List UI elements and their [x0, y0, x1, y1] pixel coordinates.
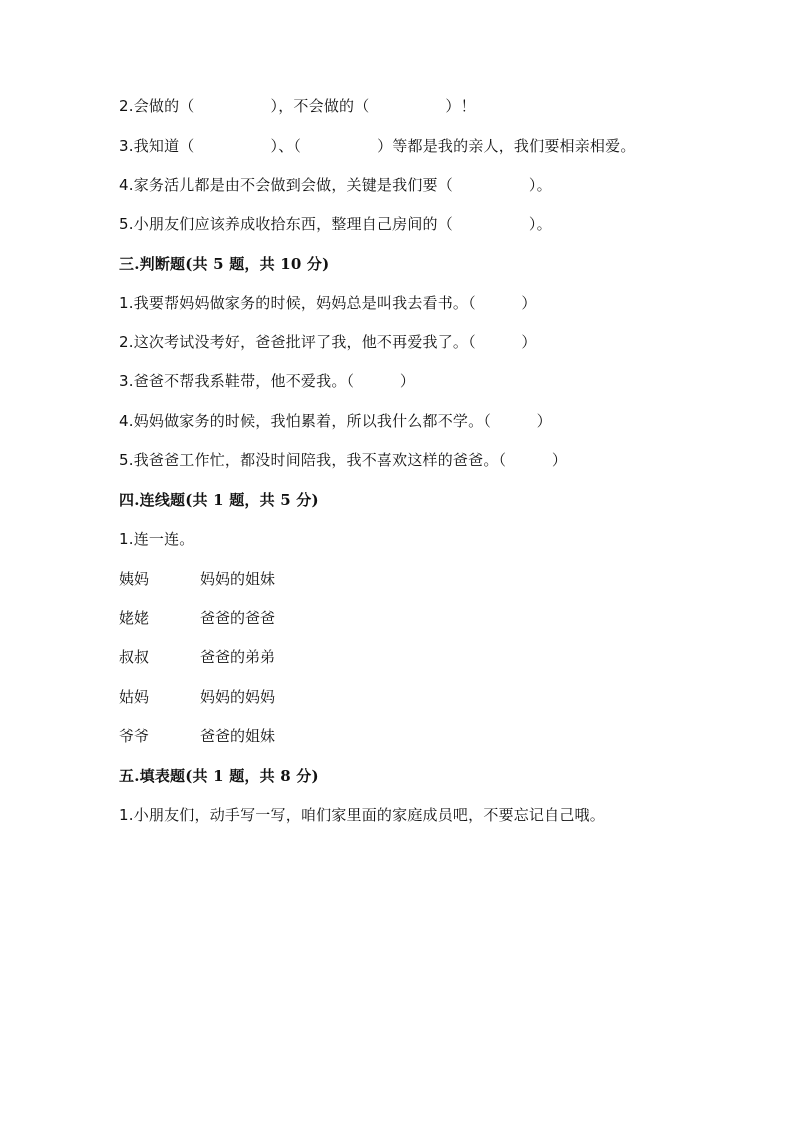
- true-false-question-5: 5.我爸爸工作忙，都没时间陪我，我不喜欢这样的爸爸。（ ）: [119, 451, 568, 469]
- matching-definition: 妈妈的妈妈: [200, 688, 276, 706]
- section-heading-table: 五.填表题(共 1 题，共 8 分): [119, 767, 319, 785]
- section-heading-matching: 四.连线题(共 1 题，共 5 分): [119, 491, 319, 509]
- matching-term: 姨妈: [119, 570, 150, 588]
- table-question-1: 1.小朋友们，动手写一写，咱们家里面的家庭成员吧，不要忘记自己哦。: [119, 806, 605, 824]
- matching-definition: 爸爸的姐妹: [200, 727, 276, 745]
- fill-blank-question-5: 5.小朋友们应该养成收拾东西，整理自己房间的（ ）。: [119, 215, 552, 233]
- true-false-question-4: 4.妈妈做家务的时候，我怕累着，所以我什么都不学。（ ）: [119, 412, 552, 430]
- true-false-question-1: 1.我要帮妈妈做家务的时候，妈妈总是叫我去看书。（ ）: [119, 294, 537, 312]
- true-false-question-3: 3.爸爸不帮我系鞋带，他不爱我。（ ）: [119, 372, 416, 390]
- matching-definition: 爸爸的弟弟: [200, 648, 276, 666]
- matching-term: 姑妈: [119, 688, 150, 706]
- fill-blank-question-3: 3.我知道（ ）、（ ）等都是我的亲人，我们要相亲相爱。: [119, 137, 636, 155]
- fill-blank-question-4: 4.家务活儿都是由不会做到会做，关键是我们要（ ）。: [119, 176, 552, 194]
- matching-definition: 爸爸的爸爸: [200, 609, 276, 627]
- matching-term: 爷爷: [119, 727, 150, 745]
- matching-question-1: 1.连一连。: [119, 530, 195, 548]
- fill-blank-question-2: 2.会做的（ ），不会做的（ ）！: [119, 97, 476, 115]
- matching-term: 叔叔: [119, 648, 150, 666]
- matching-definition: 妈妈的姐妹: [200, 570, 276, 588]
- true-false-question-2: 2.这次考试没考好，爸爸批评了我，他不再爱我了。（ ）: [119, 333, 537, 351]
- matching-term: 姥姥: [119, 609, 150, 627]
- section-heading-true-false: 三.判断题(共 5 题，共 10 分): [119, 255, 330, 273]
